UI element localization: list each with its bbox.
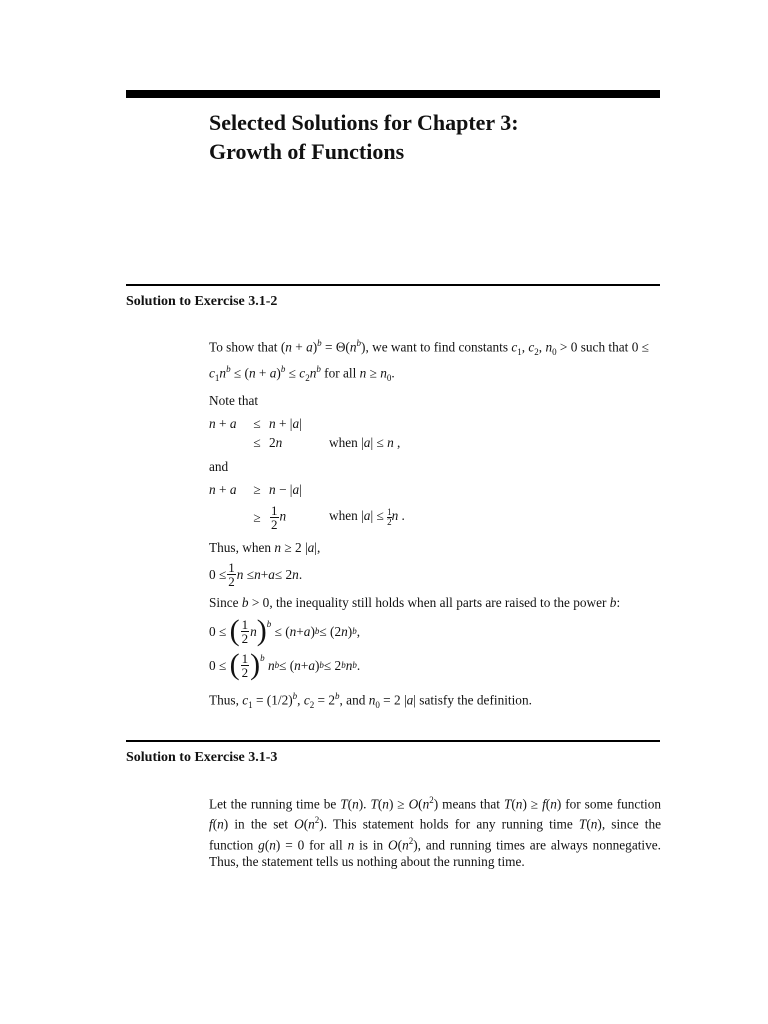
section-heading-3-1-2: Solution to Exercise 3.1-2 bbox=[126, 294, 278, 309]
solution-3-1-3-body bbox=[209, 792, 661, 875]
equation-power-b-1: 0 ≤ ( $\frac{1}{2}$ n ) $^b$ ≤ ( n + a ) b ≤ (2 n ) b , bbox=[209, 614, 361, 648]
intro-paragraph: To show that $(n + a)^b = \Theta(n^b)$, we want to find constants $c_1$, $c_2$, $n_0 > 0$ such that $0 \le c_1n^b \le (n + a)^b \le c_2n^b$ for all $n \ge n_0$. bbox=[209, 338, 649, 384]
chapter-title bbox=[209, 108, 519, 166]
note-that-text: Note that bbox=[209, 393, 259, 409]
equation-half-n: 0 ≤ $\frac{1}{2}$ n ≤ n + a ≤ 2 n . bbox=[209, 560, 303, 590]
upper-bound-derivation: n + a ≤ n + |a| ≤ 2n when |a| ≤ n , bbox=[209, 416, 401, 451]
lower-bound-derivation: n + a ≥ n − |a| ≥ $\frac{1}{2}$ n when |a| ≤ $\frac{1}{2}$ n . bbox=[209, 482, 405, 532]
thus-when-text: Thus, when n ≥ 2 |a|, bbox=[209, 540, 321, 556]
solution-3-1-2-body bbox=[209, 335, 661, 719]
section-rule-2 bbox=[126, 740, 660, 742]
chapter-title-line2: Growth of Functions bbox=[209, 139, 405, 164]
conclusion-text: Thus, $c_1 = (1/2)^b$, $c_2 = 2^b$, and $n_0 = 2$ |a| satisfy the definition. bbox=[209, 691, 532, 711]
section-rule-1 bbox=[126, 284, 660, 286]
and-text: and bbox=[209, 459, 229, 475]
section-heading-3-1-3: Solution to Exercise 3.1-3 bbox=[126, 750, 278, 765]
equation-power-b-2: 0 ≤ ( $\frac{1}{2}$ ) $^b$ n b ≤ ( n + a ) b ≤ 2 b n b . bbox=[209, 648, 361, 682]
running-time-paragraph: Let the running time be T(n). $T(n) \ge O(n^2)$ means that T(n) ≥ f(n) for some function f(n) in the set $O(n^2)$. This statement holds for any running time T(n), since the function g(n) = 0 for all n is in $O(n^2)$, and running times are always nonnegative. Thus, the statement tells us nothing about the running time. bbox=[209, 795, 662, 870]
chapter-title-line1: Selected Solutions for Chapter 3: bbox=[209, 110, 519, 135]
top-rule bbox=[126, 90, 660, 98]
since-b-text: Since b > 0, the inequality still holds when all parts are raised to the power b: bbox=[209, 595, 621, 611]
